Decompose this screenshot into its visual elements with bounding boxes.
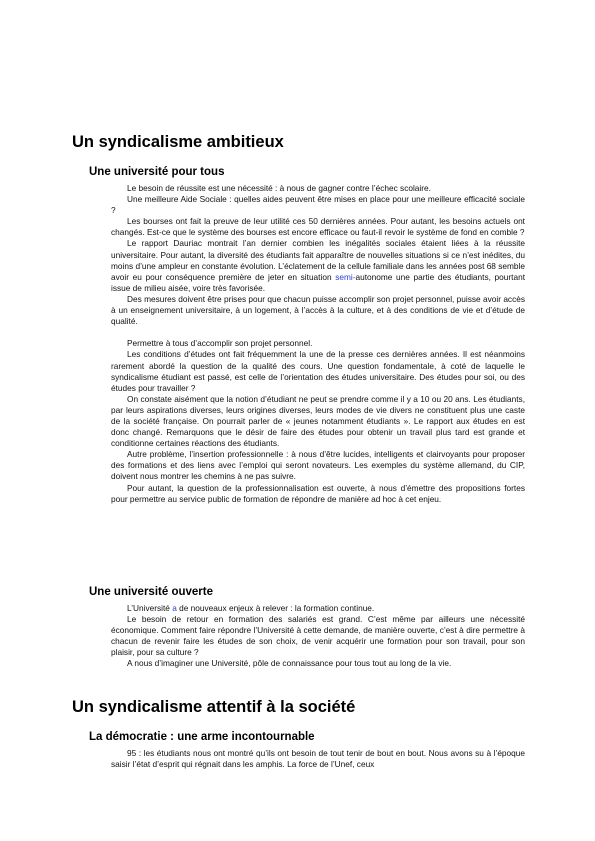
subsection-title-universite-pour-tous: Une université pour tous [89, 166, 225, 178]
body-democratie [111, 748, 525, 770]
paragraph: A nous d’imaginer une Université, pôle de connaissance pour tous tout au long de la vie. [127, 658, 452, 669]
section-title-ambitieux: Un syndicalisme ambitieux [72, 133, 284, 151]
paragraph: Le besoin de retour en formation des salariés est grand. C’est même par ailleurs une nécessité économique. Comment faire répondre l’Université à cette demande, de manière ouverte, c’est à dire permettre à chacun de revenir faire les études de son choix, de venir acquérir une formation pour son travail, pour son plaisir, pour sa culture ? [111, 614, 525, 658]
paragraph-text: de nouveaux enjeux à relever : la formation continue. [176, 603, 375, 613]
paragraph: 95 : les étudiants nous ont montré qu’ils ont besoin de tout tenir de bout en bout. Nous avons su à l’époque saisir l’état d’esprit qui régnait dans les amphis. La force de l’Unef, ceux [111, 748, 525, 770]
body-universite-pour-tous [111, 183, 525, 505]
paragraph [111, 238, 525, 293]
section-title-attentif: Un syndicalisme attentif à la société [72, 698, 356, 716]
paragraph: Des mesures doivent être prises pour que chacun puisse accomplir son projet personnel, puisse avoir accès à un enseignement universitaire, à un logement, à l’accès à la culture, et à des conditions de vie et d’étude de qualité. [111, 293, 525, 327]
subsection-title-universite-ouverte: Une université ouverte [89, 586, 213, 598]
highlighted-word: a [172, 603, 177, 613]
paragraph: On constate aisément que la notion d’étudiant ne peut se prendre comme il y a 10 ou 20 ans. Les étudiants, par leurs aspirations diverses, leurs origines diverses, leurs modes de vie divers ne constituent plus une caste de la société française. On pourrait parler de « jeunes notamment étudiants ». Le rapport aux études en est donc changé. Remarquons que le désir de faire des études pour obtenir un travail plus tard est grande et conditionne certaines réactions des étudiants. [111, 393, 525, 449]
paragraph: Une meilleure Aide Sociale : quelles aides peuvent être mises en place pour une meilleure efficacité sociale ? [111, 194, 525, 216]
body-universite-ouverte [111, 603, 525, 670]
subsection-title-democratie: La démocratie : une arme incontournable [89, 731, 315, 743]
paragraph: Le besoin de réussite est une nécessité : à nous de gagner contre l’échec scolaire. [127, 183, 431, 193]
paragraph-text: Le rapport Dauriac montrait l’an dernier combien les inégalités sociales étaient liées à la réussite universitaire. Pour autant, la diversité des étudiants fait apparaître de nouvelles situations si ce n’est inédites, du moins d’une ampleur en constante évolution. L’éclatement de la cellule familiale dans les années post 68 semble avoir eu pour conséquence première de jeter en situation [111, 238, 525, 282]
paragraph: Pour autant, la question de la professionnalisation est ouverte, à nous d’émettre des propositions fortes pour permettre au service public de formation de répondre de manière ad hoc à cet enjeu. [111, 482, 525, 504]
highlighted-word: semi- [335, 271, 356, 282]
paragraph: Les conditions d’études ont fait fréquemment la une de la presse ces dernières années. Il est néanmoins rarement abordé la question de la qualité des cours. Une question fondamentale, à coté de laquelle le syndicalisme étudiant est passé, est celle de l’orientation des études universitaire. Des études pour soi, ou des études pour travailler ? [111, 349, 525, 393]
paragraph-text: L’Université [127, 603, 173, 613]
paragraph: Les bourses ont fait la preuve de leur utilité ces 50 dernières années. Pour autant, les besoins actuels ont changés. Est-ce que le système des bourses est encore efficace ou faut-il revoir le système de fond en comble ? [111, 216, 525, 238]
paragraph: Permettre à tous d’accomplir son projet personnel. [127, 338, 313, 349]
paragraph [111, 603, 525, 614]
paragraph-text: autonome une partie des étudiants, pourtant issue de milieu aisée, voire très favorisée. [111, 271, 525, 293]
paragraph: Autre problème, l’insertion professionnelle : à nous d’être lucides, intelligents et clairvoyants pour proposer des formations et des liens avec l’emploi qui seront novateurs. Les exemples du système allemand, du CIP, doivent nous montrer les chemins à ne pas suivre. [111, 449, 525, 482]
